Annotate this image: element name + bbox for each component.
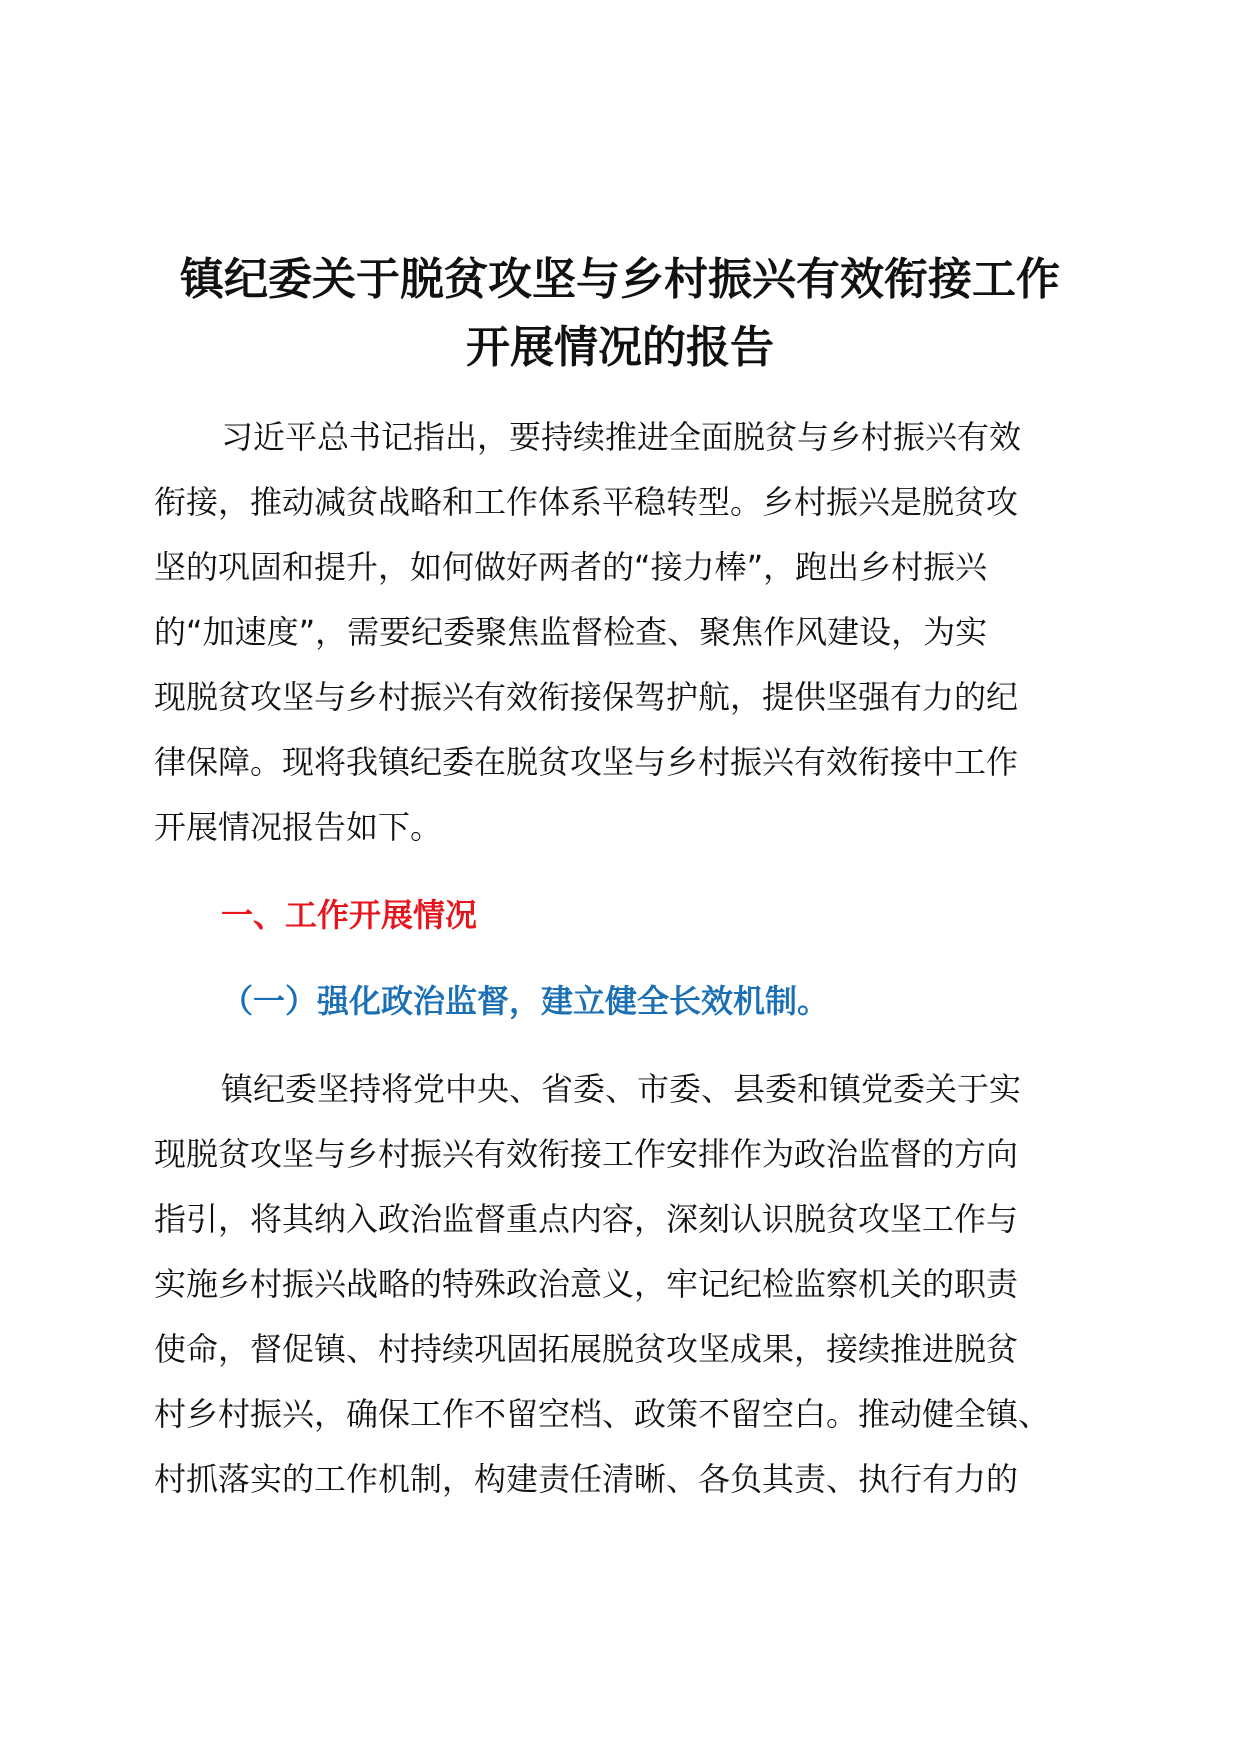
document-title (150, 246, 1090, 382)
body-line: 镇纪委坚持将党中央、省委、市委、县委和镇党委关于实 (221, 1070, 1022, 1108)
intro-line: 开展情况报告如下。 (154, 808, 443, 846)
intro-line: 坚的巩固和提升，如何做好两者的“接力棒”，跑出乡村振兴 (154, 548, 988, 586)
title-line-1: 镇纪委关于脱贫攻坚与乡村振兴有效衔接工作 (180, 254, 1060, 305)
section-heading-work-progress: 一、工作开展情况 (221, 896, 478, 934)
intro-line: 律保障。现将我镇纪委在脱贫攻坚与乡村振兴有效衔接中工作 (154, 743, 1019, 781)
intro-line: 的“加速度”，需要纪委聚焦监督检查、聚焦作风建设，为实 (154, 613, 988, 651)
body-line: 指引，将其纳入政治监督重点内容，深刻认识脱贫攻坚工作与 (154, 1200, 1019, 1238)
body-paragraph (154, 1057, 1094, 1512)
title-line-2: 开展情况的报告 (466, 322, 774, 373)
intro-line: 习近平总书记指出，要持续推进全面脱贫与乡村振兴有效 (221, 418, 1022, 456)
body-line: 现脱贫攻坚与乡村振兴有效衔接工作安排作为政治监督的方向 (154, 1135, 1019, 1173)
body-line: 实施乡村振兴战略的特殊政治意义，牢记纪检监察机关的职责 (154, 1265, 1019, 1303)
intro-paragraph (154, 405, 1094, 860)
body-line: 村抓落实的工作机制，构建责任清晰、各负其责、执行有力的 (154, 1460, 1019, 1498)
subsection-heading-political-supervision: （一）强化政治监督，建立健全长效机制。 (221, 982, 830, 1020)
body-line: 使命，督促镇、村持续巩固拓展脱贫攻坚成果，接续推进脱贫 (154, 1330, 1019, 1368)
intro-line: 现脱贫攻坚与乡村振兴有效衔接保驾护航，提供坚强有力的纪 (154, 678, 1019, 716)
body-line: 村乡村振兴，确保工作不留空档、政策不留空白。推动健全镇、 (154, 1395, 1051, 1433)
intro-line: 衔接，推动减贫战略和工作体系平稳转型。乡村振兴是脱贫攻 (154, 483, 1019, 521)
